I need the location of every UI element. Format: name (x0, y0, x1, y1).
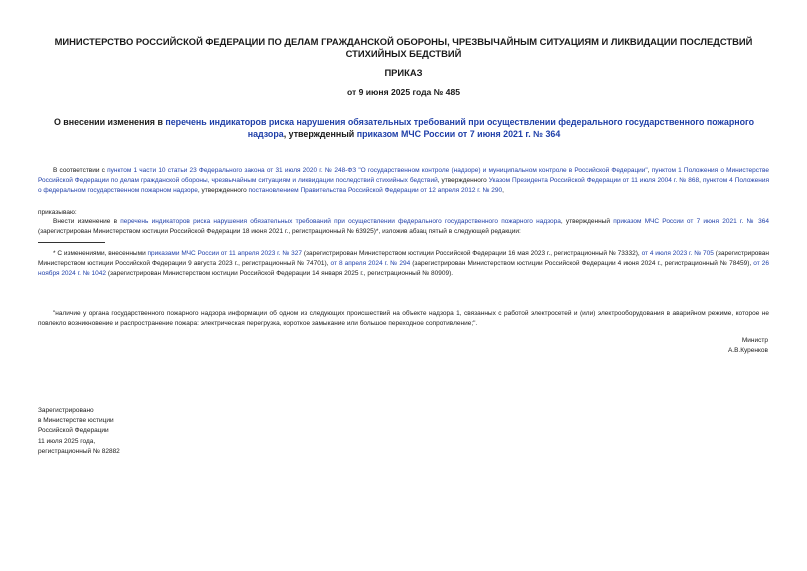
footnote-text: (зарегистрирован Министерством юстиции Российской Федерации 14 января 2025 г., регистрационный № 80909). (106, 270, 454, 278)
registration-date: 11 июля 2025 года, (38, 437, 96, 445)
change-paragraph (38, 217, 769, 237)
change-text: Внести изменение в (53, 218, 121, 225)
change-link-list[interactable]: перечень индикаторов риска нарушения обязательных требований при осуществлении федерального государственного пожарного надзора (120, 218, 561, 225)
basis-text: , утвержденного (197, 187, 249, 195)
footnote-text: (зарегистрирован Министерством юстиции Российской Федерации 16 мая 2023 г., регистрационный № 73332), (302, 250, 642, 257)
new-paragraph-text: "наличие у органа государственного пожарного надзора информации об одном из следующих происшествий на объекте надзора 1, связанных с работой электросетей и (или) электрооборудования в аварийном режиме, которое не повлекло возникновение и распространение пожара: электрическая перегрузка, короткое замыкание или большое переходное сопротивление;". (38, 310, 769, 328)
basis-link-government-resolution[interactable]: постановлением Правительства Российской Федерации от 12 апреля 2012 г. № 290 (248, 187, 503, 195)
footnote-link-order-705[interactable]: от 4 июля 2023 г. № 705 (641, 250, 714, 257)
change-text: (зарегистрирован Министерством юстиции Российской Федерации 18 июня 2021 г., регистрационный № 63925)*, изложив абзац пятый в следующей редакции: (38, 228, 521, 236)
basis-link-decree[interactable]: Указом Президента Российской Федерации от 11 июля 2004 г. № 868 (488, 177, 700, 185)
basis-link-law[interactable]: пунктом 1 части 10 статьи 23 Федерального закона от 31 июля 2020 г. № 248-ФЗ "О государственном контроле (надзоре) и муниципальном контроле в Российской Федерации" (107, 167, 648, 174)
registration-line: в Министерстве юстиции (38, 417, 114, 425)
signature-name: А.В.Куренков (727, 347, 768, 355)
basis-text: , утвержденного (437, 177, 489, 185)
document-type: ПРИКАЗ (384, 67, 423, 78)
basis-link-regulation[interactable]: пунктом 1 Положения о Министерстве Российской Федерации по делам гражданской обороны, чрезвычайным ситуациям и ликвидации последствий стихийных бедствий (38, 167, 769, 185)
basis-link-fire-supervision[interactable]: пунктом 4 Положения о федеральном государственном пожарном надзоре (38, 177, 769, 195)
title-middle: , утвержденный (283, 129, 357, 139)
footnote-text: (зарегистрирован Министерством юстиции Российской Федерации 4 июня 2024 г., регистрационный № 78459), (410, 260, 754, 268)
document-date-number: от 9 июня 2025 года № 485 (346, 87, 461, 97)
footnote-text: (зарегистрирован Министерством юстиции Российской Федерации 9 августа 2023 г., регистрационный № 74701), (38, 250, 770, 268)
title-prefix: О внесении изменения в (53, 117, 166, 127)
registration-block (38, 406, 238, 457)
footnote-link-order-294[interactable]: от 8 апреля 2024 г. № 294 (330, 260, 411, 268)
title-link-list[interactable]: перечень индикаторов риска нарушения обязательных требований при осуществлении федерального государственного пожарного надзора (165, 117, 755, 139)
basis-text: , (699, 177, 703, 185)
change-text: , утвержденный (560, 218, 614, 225)
footnote-paragraph (38, 249, 769, 280)
change-link-order[interactable]: приказом МЧС России от 7 июня 2021 г. № 364 (613, 218, 769, 225)
registration-line: Зарегистрировано (38, 407, 94, 414)
basis-paragraph (38, 166, 769, 197)
basis-text: В соответствии с (53, 167, 108, 174)
basis-text: , (647, 167, 652, 174)
document-title (46, 116, 762, 140)
registration-line: Российской Федерации (38, 427, 109, 435)
footnote-link-order-1042[interactable]: от 26 ноября 2024 г. № 1042 (38, 260, 769, 278)
footnote-text: * С изменениями, внесенными (53, 250, 148, 257)
basis-text: , (502, 187, 504, 195)
signature-position: Министр (741, 337, 768, 344)
ministry-heading: МИНИСТЕРСТВО РОССИЙСКОЙ ФЕДЕРАЦИИ ПО ДЕЛАМ ГРАЖДАНСКОЙ ОБОРОНЫ, ЧРЕЗВЫЧАЙНЫМ СИТУАЦИЯМ И ЛИКВИДАЦИИ ПОСЛЕДСТВИЙ СТИХИЙНЫХ БЕДСТВИЙ (54, 36, 753, 59)
title-link-order[interactable]: приказом МЧС России от 7 июня 2021 г. № 364 (356, 129, 561, 139)
signature-block (690, 336, 768, 356)
footnote-divider (38, 242, 105, 243)
registration-number: регистрационный № 82882 (38, 447, 120, 455)
order-word: приказываю: (38, 209, 77, 216)
footnote-link-order-327[interactable]: приказами МЧС России от 11 апреля 2023 г. № 327 (147, 250, 303, 257)
